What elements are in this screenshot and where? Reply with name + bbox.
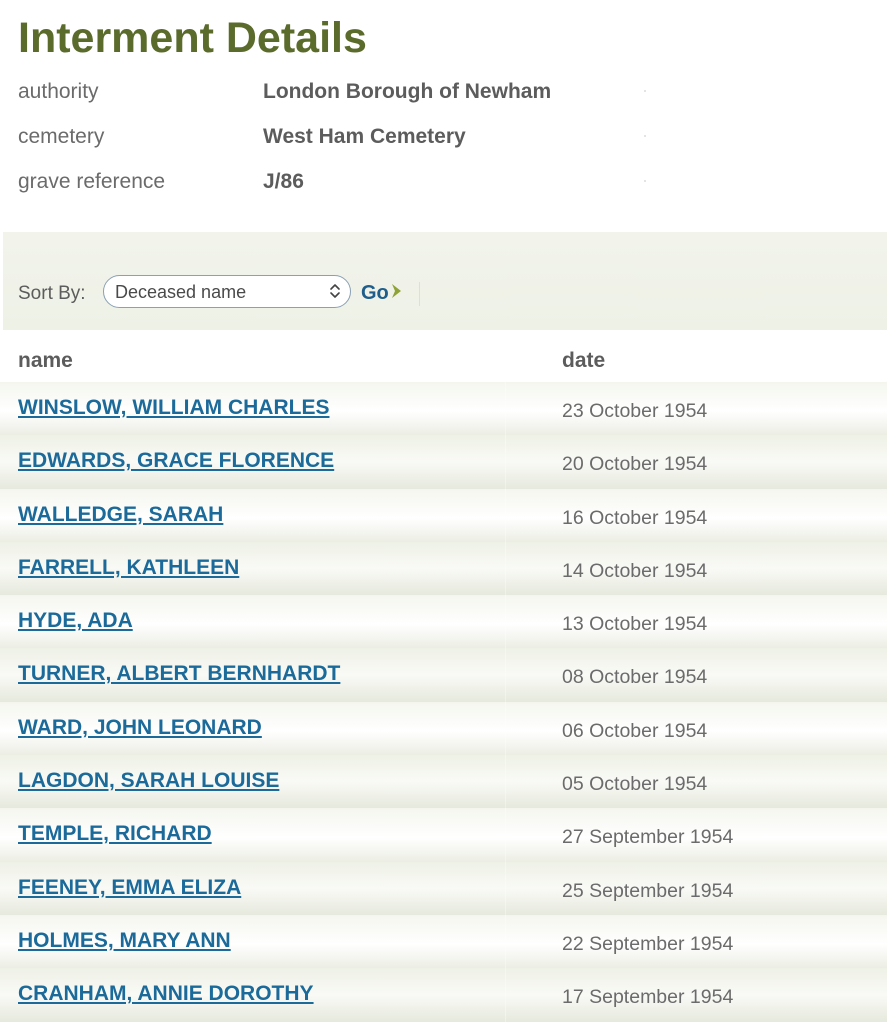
chevron-right-icon <box>390 282 402 306</box>
divider <box>505 382 506 435</box>
deceased-name-link[interactable]: TEMPLE, RICHARD <box>18 822 212 846</box>
detail-label: authority <box>18 80 99 103</box>
go-label: Go <box>361 282 389 304</box>
results-header <box>0 340 887 380</box>
divider <box>505 862 506 915</box>
table-row <box>0 648 887 701</box>
divider <box>505 702 506 755</box>
interment-details <box>18 80 658 215</box>
interment-date: 22 September 1954 <box>562 932 734 955</box>
divider <box>644 180 646 182</box>
page-title: Interment Details <box>18 14 367 62</box>
column-header-date: date <box>562 349 606 372</box>
detail-row-grave-reference <box>18 170 658 215</box>
interment-date: 14 October 1954 <box>562 559 708 582</box>
divider <box>505 915 506 968</box>
interment-date: 13 October 1954 <box>562 613 708 636</box>
table-row <box>0 435 887 488</box>
deceased-name-link[interactable]: WINSLOW, WILLIAM CHARLES <box>18 396 330 419</box>
interment-date: 06 October 1954 <box>562 719 708 742</box>
detail-row-cemetery <box>18 125 658 170</box>
divider <box>505 968 506 1021</box>
table-row <box>0 915 887 968</box>
interment-date: 20 October 1954 <box>562 453 708 476</box>
column-header-name: name <box>18 349 73 372</box>
detail-value: West Ham Cemetery <box>263 125 466 148</box>
deceased-name-link[interactable]: CRANHAM, ANNIE DOROTHY <box>18 982 314 1006</box>
divider <box>505 489 506 542</box>
interment-date: 25 September 1954 <box>562 879 734 902</box>
interment-date: 27 September 1954 <box>562 826 734 849</box>
divider <box>505 808 506 861</box>
chevron-up-down-icon <box>329 282 341 300</box>
deceased-name-link[interactable]: LAGDON, SARAH LOUISE <box>18 769 280 793</box>
divider <box>505 542 506 595</box>
sort-select-value: Deceased name <box>115 282 247 302</box>
divider <box>644 90 646 92</box>
deceased-name-link[interactable]: WARD, JOHN LEONARD <box>18 715 262 739</box>
sort-bar <box>3 232 887 330</box>
divider <box>644 135 646 137</box>
table-row <box>0 489 887 542</box>
deceased-name-link[interactable]: HOLMES, MARY ANN <box>18 928 231 952</box>
sort-select[interactable] <box>103 275 351 308</box>
interment-date: 16 October 1954 <box>562 506 708 529</box>
table-row <box>0 382 887 435</box>
deceased-name-link[interactable]: HYDE, ADA <box>18 609 133 633</box>
interment-date: 08 October 1954 <box>562 666 708 689</box>
interment-date: 17 September 1954 <box>562 986 734 1009</box>
detail-label: grave reference <box>18 170 166 193</box>
table-row <box>0 755 887 808</box>
detail-value: London Borough of Newham <box>263 80 552 103</box>
deceased-name-link[interactable]: EDWARDS, GRACE FLORENCE <box>18 449 335 473</box>
detail-label: cemetery <box>18 125 105 148</box>
table-row <box>0 808 887 861</box>
divider <box>505 435 506 488</box>
deceased-name-link[interactable]: FARRELL, KATHLEEN <box>18 555 240 579</box>
deceased-name-link[interactable]: WALLEDGE, SARAH <box>18 502 224 526</box>
detail-row-authority <box>18 80 658 125</box>
deceased-name-link[interactable]: TURNER, ALBERT BERNHARDT <box>18 662 341 686</box>
deceased-name-link[interactable]: FEENEY, EMMA ELIZA <box>18 875 242 899</box>
table-row <box>0 968 887 1021</box>
table-row <box>0 595 887 648</box>
interment-date: 23 October 1954 <box>562 400 708 422</box>
interment-date: 05 October 1954 <box>562 773 708 796</box>
table-row <box>0 702 887 755</box>
divider <box>419 282 420 306</box>
table-row <box>0 542 887 595</box>
go-button[interactable] <box>361 282 402 306</box>
sort-label: Sort By: <box>18 283 86 304</box>
table-row <box>0 862 887 915</box>
results-table <box>0 382 887 1022</box>
detail-value: J/86 <box>263 170 304 193</box>
divider <box>505 595 506 648</box>
divider <box>505 648 506 701</box>
divider <box>505 755 506 808</box>
